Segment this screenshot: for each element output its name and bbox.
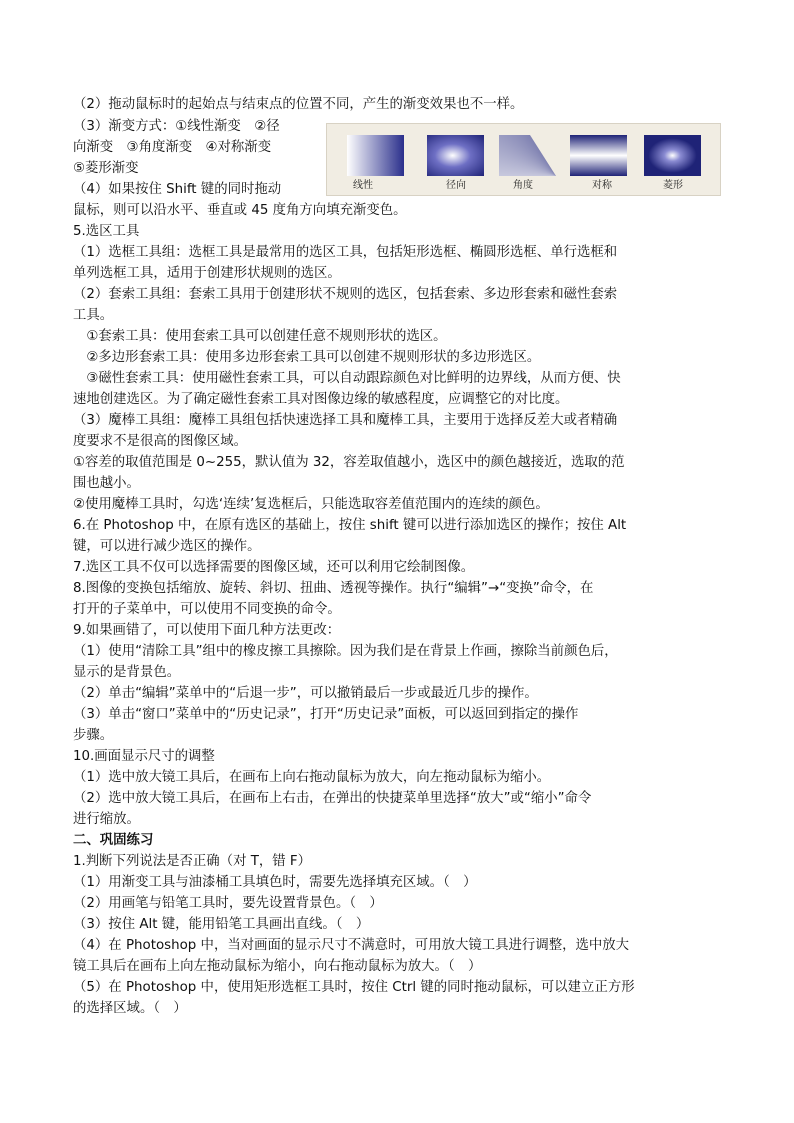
text-line: （2）拖动鼠标时的起始点与结束点的位置不同，产生的渐变效果也不一样。 xyxy=(73,97,524,112)
figure-caption: 对称 xyxy=(592,180,612,191)
text-line: （1）选框工具组：选框工具是最常用的选区工具，包括矩形选框、椭圆形选框、单行选框和 xyxy=(73,245,618,260)
section-heading: 5.选区工具 xyxy=(73,224,140,239)
figure-caption: 菱形 xyxy=(663,180,683,191)
text-line: 步骤。 xyxy=(73,728,114,743)
text-line: ②使用魔棒工具时，勾选‘连续’复选框后，只能选取容差值范围内的连续的颜色。 xyxy=(73,497,549,512)
gradient-types-figure xyxy=(326,123,721,196)
text-line: 9.如果画错了，可以使用下面几种方法更改： xyxy=(73,623,341,638)
text-line: （2）单击“编辑”菜单中的“后退一步”，可以撤销最后一步或最近几步的操作。 xyxy=(73,686,538,701)
text-line: 打开的子菜单中，可以使用不同变换的命令。 xyxy=(73,602,341,617)
text-line: 显示的是背景色。 xyxy=(73,665,181,680)
text-line: 1.判断下列说法是否正确（对 T，错 F） xyxy=(73,854,312,869)
text-line: 围也越小。 xyxy=(73,476,140,491)
text-line: 键，可以进行减少选区的操作。 xyxy=(73,539,261,554)
question-line: （1）用渐变工具与油漆桶工具填色时，需要先选择填充区域。（ ） xyxy=(73,875,477,890)
question-line: 镜工具后在画布上向左拖动鼠标为缩小，向右拖动鼠标为放大。（ ） xyxy=(73,959,482,974)
text-line: （2）套索工具组：套索工具用于创建形状不规则的选区，包括套索、多边形套索和磁性套索 xyxy=(73,287,618,302)
angle-gradient-cut xyxy=(530,135,556,176)
text-line: 进行缩放。 xyxy=(73,812,140,827)
text-line: 7.选区工具不仅可以选择需要的图像区域，还可以利用它绘制图像。 xyxy=(73,560,475,575)
question-line: （3）按住 Alt 键，能用铅笔工具画出直线。（ ） xyxy=(73,917,370,932)
figure-caption: 径向 xyxy=(446,180,466,191)
text-line: 单列选框工具，适用于创建形状规则的选区。 xyxy=(73,266,341,281)
text-line: 6.在 Photoshop 中，在原有选区的基础上，按住 shift 键可以进行添加选区的操作；按住 Alt xyxy=(73,518,627,533)
text-line: ②多边形套索工具：使用多边形套索工具可以创建不规则形状的多边形选区。 xyxy=(73,350,541,365)
question-line: 的选择区域。（ ） xyxy=(73,1001,187,1016)
section-heading: 10.画面显示尺寸的调整 xyxy=(73,749,215,764)
text-line: 速地创建选区。为了确定磁性套索工具对图像边缘的敏感程度，应调整它的对比度。 xyxy=(73,392,569,407)
text-line: （1）选中放大镜工具后，在画布上向右拖动鼠标为放大，向左拖动鼠标为缩小。 xyxy=(73,770,551,785)
text-line: ①容差的取值范围是 0~255，默认值为 32，容差取值越小，选区中的颜色越接近，选取的范 xyxy=(73,455,625,470)
text-line: 度要求不是很高的图像区域。 xyxy=(73,434,248,449)
text-line: ③磁性套索工具：使用磁性套索工具，可以自动跟踪颜色对比鲜明的边界线，从而方便、快 xyxy=(73,371,621,386)
linear-gradient-swatch xyxy=(347,135,404,176)
text-line: 8.图像的变换包括缩放、旋转、斜切、扭曲、透视等操作。执行“编辑”→“变换”命令，在 xyxy=(73,581,594,596)
question-line: （2）用画笔与铅笔工具时，要先设置背景色。（ ） xyxy=(73,896,383,911)
text-line: ①套索工具：使用套索工具可以创建任意不规则形状的选区。 xyxy=(73,329,447,344)
reflected-gradient-swatch xyxy=(570,135,627,176)
diamond-gradient-swatch xyxy=(644,135,701,176)
text-line: （1）使用“清除工具”组中的橡皮擦工具擦除。因为我们是在背景上作画，擦除当前颜色后， xyxy=(73,644,618,659)
text-line: （3）渐变方式：①线性渐变 ②径 xyxy=(73,119,280,134)
text-line: （3）单击“窗口”菜单中的“历史记录”，打开“历史记录”面板，可以返回到指定的操作 xyxy=(73,707,579,722)
section-title: 二、巩固练习 xyxy=(73,833,154,848)
text-line: 鼠标，则可以沿水平、垂直或 45 度角方向填充渐变色。 xyxy=(73,203,407,218)
text-line: （4）如果按住 Shift 键的同时拖动 xyxy=(73,182,282,197)
question-line: （4）在 Photoshop 中，当对画面的显示尺寸不满意时，可用放大镜工具进行调整，选中放大 xyxy=(73,938,630,953)
figure-caption: 线性 xyxy=(353,180,373,191)
text-line: 工具。 xyxy=(73,308,114,323)
text-line: ⑤菱形渐变 xyxy=(73,161,139,176)
question-line: （5）在 Photoshop 中，使用矩形选框工具时，按住 Ctrl 键的同时拖动鼠标，可以建立正方形 xyxy=(73,980,635,995)
radial-gradient-swatch xyxy=(427,135,484,176)
text-line: （2）选中放大镜工具后，在画布上右击，在弹出的快捷菜单里选择“放大”或“缩小”命令 xyxy=(73,791,592,806)
figure-caption: 角度 xyxy=(513,180,533,191)
text-line: 向渐变 ③角度渐变 ④对称渐变 xyxy=(73,140,272,155)
text-line: （3）魔棒工具组：魔棒工具组包括快速选择工具和魔棒工具，主要用于选择反差大或者精确 xyxy=(73,413,618,428)
